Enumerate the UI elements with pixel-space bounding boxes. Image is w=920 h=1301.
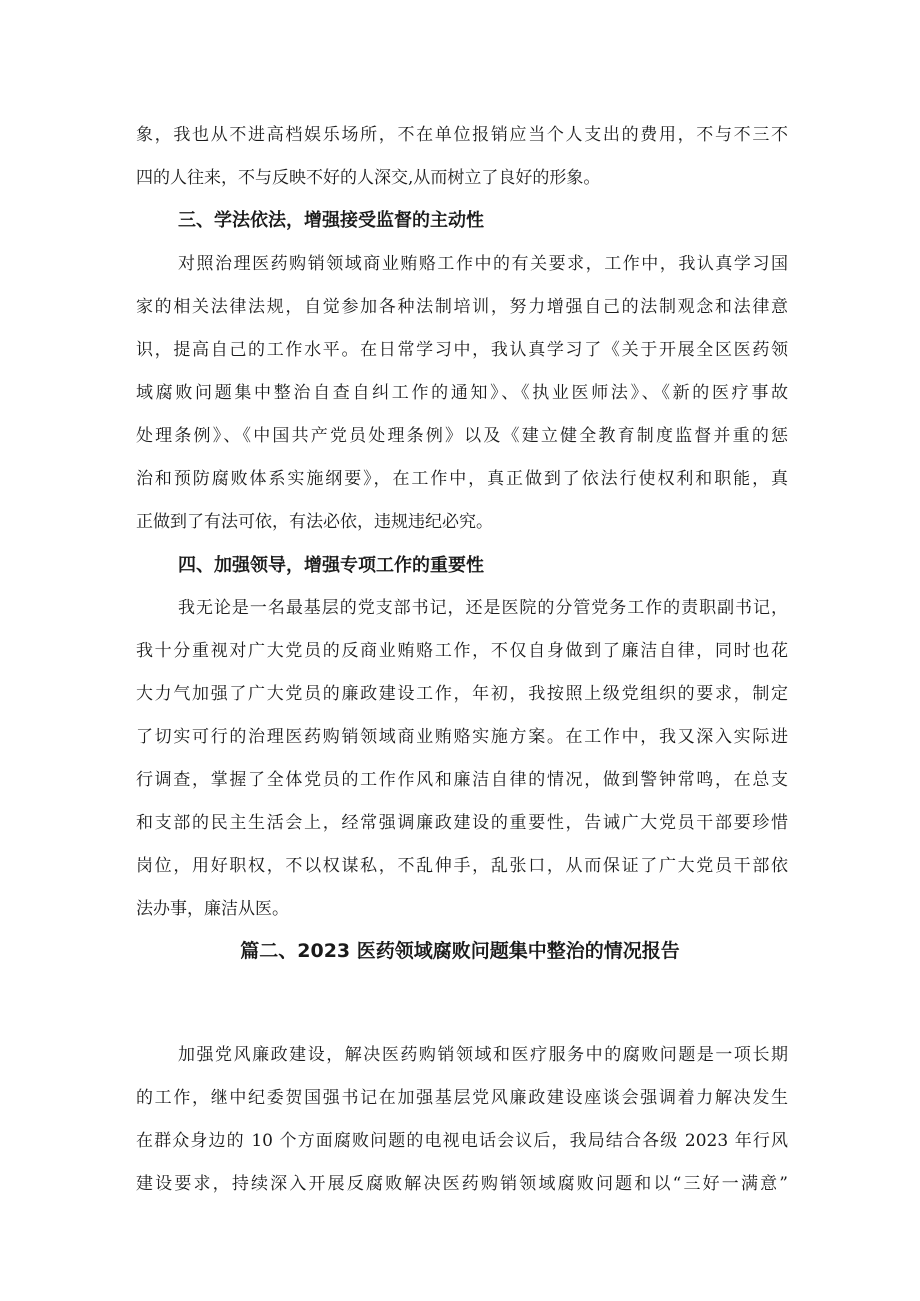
paragraph-line: 和支部的民主生活会上，经常强调廉政建设的重要性，告诫广大党员干部要珍惜 [136,813,788,833]
paragraph-line: 的工作，继中纪委贺国强书记在加强基层党风廉政建设座谈会强调着力解决发生 [136,1088,788,1108]
paragraph-line: 四的人往来，不与反映不好的人深交,从而树立了良好的形象。 [136,168,601,188]
paragraph-line: 处理条例》、《中国共产党员处理条例》以及《建立健全教育制度监督并重的惩 [136,426,788,446]
paragraph-line: 法办事，廉洁从医。 [136,899,289,919]
paragraph-line: 象，我也从不进高档娱乐场所，不在单位报销应当个人支出的费用，不与不三不 [136,125,788,145]
paragraph-line: 家的相关法律法规，自觉参加各种法制培训，努力增强自己的法制观念和法律意 [136,297,788,317]
section-heading-3: 三、学法依法，增强接受监督的主动性 [178,210,484,231]
paragraph-line: 域腐败问题集中整治自查自纠工作的通知》、《执业医师法》、《新的医疗事故 [136,383,788,403]
paragraph-line: 大力气加强了广大党员的廉政建设工作，年初，我按照上级党组织的要求，制定 [136,684,788,704]
paragraph-line: 建设要求，持续深入开展反腐败解决医药购销领域腐败问题和以“三好一满意” [136,1174,788,1194]
paragraph-line: 治和预防腐败体系实施纲要》，在工作中，真正做到了依法行使权利和职能，真 [136,469,788,489]
paragraph-line: 加强党风廉政建设，解决医药购销领域和医疗服务中的腐败问题是一项长期 [178,1045,788,1065]
paragraph-line: 识，提高自己的工作水平。在日常学习中，我认真学习了《关于开展全区医药领 [136,340,788,360]
paragraph-line: 岗位，用好职权，不以权谋私，不乱伸手，乱张口，从而保证了广大党员干部依 [136,856,788,876]
document-title-2: 篇二、2023 医药领域腐败问题集中整治的情况报告 [240,940,680,962]
paragraph-line: 正做到了有法可依，有法必依，违规违纪必究。 [136,512,493,532]
paragraph-line: 我无论是一名最基层的党支部书记，还是医院的分管党务工作的责职副书记， [178,598,788,618]
paragraph-line: 对照治理医药购销领域商业贿赂工作中的有关要求，工作中，我认真学习国 [178,254,788,274]
paragraph-line: 在群众身边的 10 个方面腐败问题的电视电话会议后，我局结合各级 2023 年行风 [136,1131,788,1151]
paragraph-line: 我十分重视对广大党员的反商业贿赂工作，不仅自身做到了廉洁自律，同时也花 [136,641,788,661]
section-heading-4: 四、加强领导，增强专项工作的重要性 [178,555,484,576]
paragraph-line: 了切实可行的治理医药购销领域商业贿赂实施方案。在工作中，我又深入实际进 [136,727,788,747]
paragraph-line: 行调查，掌握了全体党员的工作作风和廉洁自律的情况，做到警钟常鸣，在总支 [136,770,788,790]
